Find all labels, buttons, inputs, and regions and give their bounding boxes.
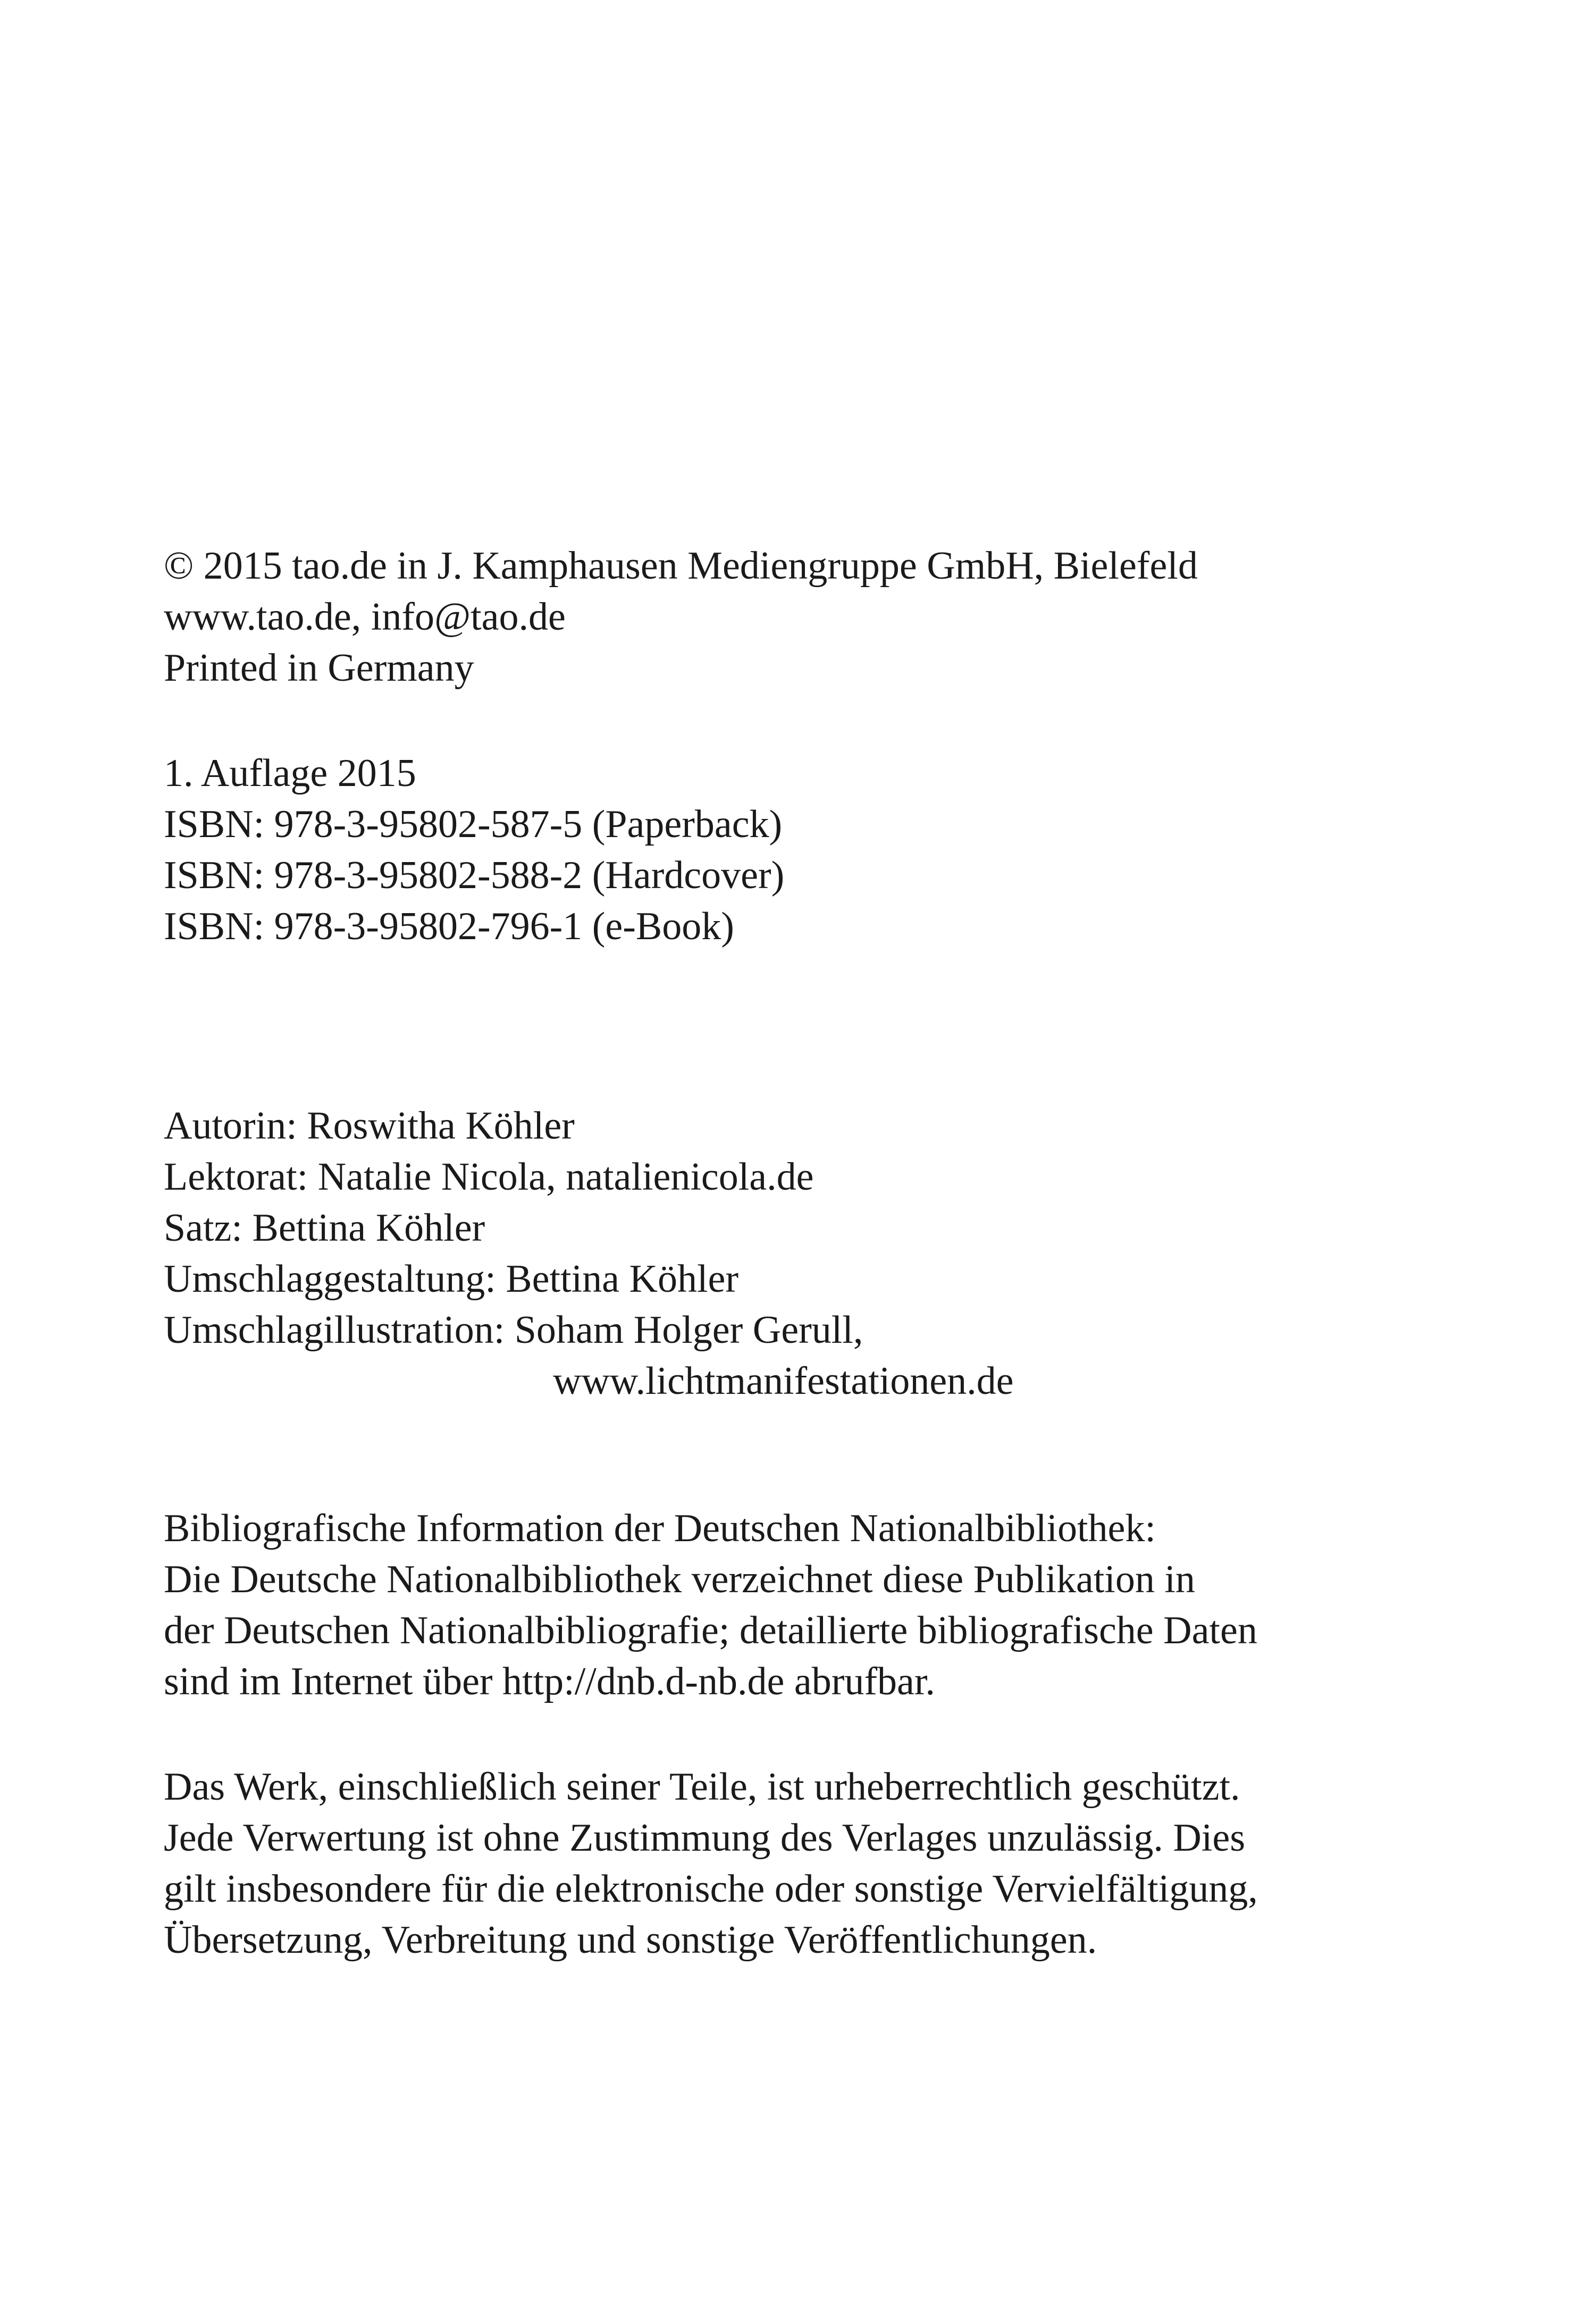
cover-illustration-website: www.lichtmanifestationen.de bbox=[553, 1359, 1014, 1403]
publisher-contact-line: www.tao.de, info@tao.de bbox=[164, 595, 566, 639]
copyright-line: © 2015 tao.de in J. Kamphausen Mediengruppe GmbH, Bielefeld bbox=[164, 544, 1198, 588]
isbn-hardcover-line: ISBN: 978-3-95802-588-2 (Hardcover) bbox=[164, 854, 785, 897]
isbn-ebook-line: ISBN: 978-3-95802-796-1 (e-Book) bbox=[164, 905, 734, 948]
copyright-block bbox=[164, 540, 1440, 693]
bibliographic-info-block bbox=[164, 1503, 1440, 1707]
editor-credit: Lektorat: Natalie Nicola, natalienicola.de bbox=[164, 1155, 814, 1199]
legal-text-line: Jede Verwertung ist ohne Zustimmung des Verlages unzulässig. Dies bbox=[164, 1816, 1245, 1860]
bibliographic-text-line: sind im Internet über http://dnb.d-nb.de abrufbar. bbox=[164, 1660, 935, 1703]
bibliographic-text-line: der Deutschen Nationalbibliografie; detaillierte bibliografische Daten bbox=[164, 1609, 1257, 1652]
edition-block bbox=[164, 748, 1440, 952]
cover-illustration-credit: Umschlagillustration: Soham Holger Gerull, bbox=[164, 1308, 863, 1352]
typesetting-credit: Satz: Bettina Köhler bbox=[164, 1206, 485, 1250]
credits-block bbox=[164, 1100, 1440, 1407]
isbn-paperback-line: ISBN: 978-3-95802-587-5 (Paperback) bbox=[164, 802, 783, 846]
cover-design-credit: Umschlaggestaltung: Bettina Köhler bbox=[164, 1257, 738, 1301]
bibliographic-text-line: Die Deutsche Nationalbibliothek verzeichnet diese Publikation in bbox=[164, 1558, 1195, 1601]
author-credit: Autorin: Roswitha Köhler bbox=[164, 1104, 575, 1148]
legal-text-line: gilt insbesondere für die elektronische oder sonstige Vervielfältigung, bbox=[164, 1867, 1258, 1911]
legal-text-line: Das Werk, einschließlich seiner Teile, ist urheberrechtlich geschützt. bbox=[164, 1765, 1240, 1809]
copyright-notice-block bbox=[164, 1761, 1440, 1966]
edition-line: 1. Auflage 2015 bbox=[164, 751, 416, 795]
legal-text-line: Übersetzung, Verbreitung und sonstige Veröffentlichungen. bbox=[164, 1918, 1097, 1962]
printed-in-line: Printed in Germany bbox=[164, 646, 474, 690]
bibliographic-heading: Bibliografische Information der Deutschen Nationalbibliothek: bbox=[164, 1507, 1156, 1550]
